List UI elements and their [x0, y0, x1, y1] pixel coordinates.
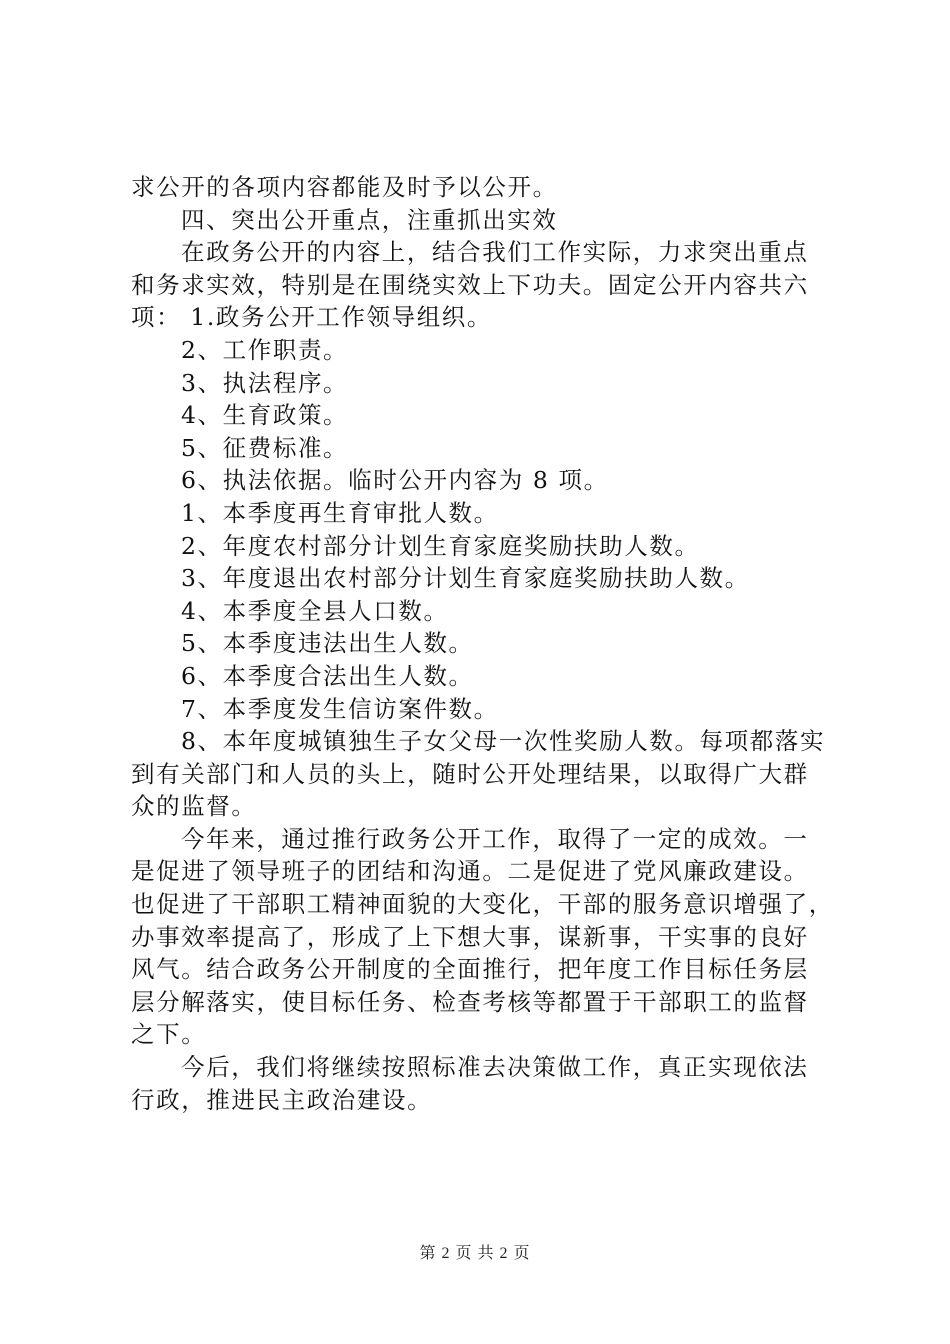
text-line: 8、本年度城镇独生子女父母一次性奖励人数。每项都落实 [181, 727, 826, 756]
text-line: 是促进了领导班子的团结和沟通。二是促进了党风廉政建设。 [131, 857, 809, 886]
text-line: 在政务公开的内容上，结合我们工作实际，力求突出重点 [181, 238, 809, 267]
text-line: 众的监督。 [131, 792, 257, 821]
page-footer: 第 2 页 共 2 页 [419, 1245, 531, 1262]
document-body [131, 171, 834, 1116]
text-line: 今后，我们将继续按照标准去决策做工作，真正实现依法 [181, 1053, 809, 1082]
text-line: 之下。 [131, 1020, 207, 1049]
text-line: 和务求实效，特别是在围绕实效上下功夫。固定公开内容共六 [131, 270, 809, 299]
text-line: 求公开的各项内容都能及时予以公开。 [131, 173, 558, 201]
text-line: 办事效率提高了，形成了上下想大事，谋新事，干实事的良好 [131, 922, 809, 951]
text-line: 到有关部门和人员的头上，随时公开处理结果，以取得广大群 [131, 759, 809, 788]
text-line: 项： 1.政务公开工作领导组织。 [131, 303, 492, 332]
text-line: 3、执法程序。 [181, 368, 349, 397]
text-line: 也促进了干部职工精神面貌的大变化，干部的服务意识增强了， [131, 890, 834, 919]
text-line: 5、征费标准。 [181, 433, 349, 462]
text-line: 7、本季度发生信访案件数。 [181, 694, 499, 723]
text-line: 6、本季度合法出生人数。 [181, 661, 474, 690]
text-line: 四、突出公开重点，注重抓出实效 [181, 205, 558, 234]
text-line: 层分解落实，使目标任务、检查考核等都置于干部职工的监督 [131, 987, 809, 1016]
text-line: 今年来，通过推行政务公开工作，取得了一定的成效。一 [181, 824, 809, 853]
text-line: 1、本季度再生育审批人数。 [181, 498, 499, 527]
text-line: 行政，推进民主政治建设。 [131, 1085, 433, 1114]
text-line: 风气。结合政务公开制度的全面推行，把年度工作目标任务层 [131, 955, 809, 984]
text-line: 5、本季度违法出生人数。 [181, 629, 474, 658]
text-line: 3、年度退出农村部分计划生育家庭奖励扶助人数。 [181, 564, 750, 593]
text-line: 2、工作职责。 [181, 335, 349, 364]
text-line: 2、年度农村部分计划生育家庭奖励扶助人数。 [181, 531, 700, 560]
text-line: 4、本季度全县人口数。 [181, 596, 449, 625]
text-line: 4、生育政策。 [181, 401, 349, 430]
text-line: 6、执法依据。临时公开内容为 8 项。 [181, 466, 609, 495]
